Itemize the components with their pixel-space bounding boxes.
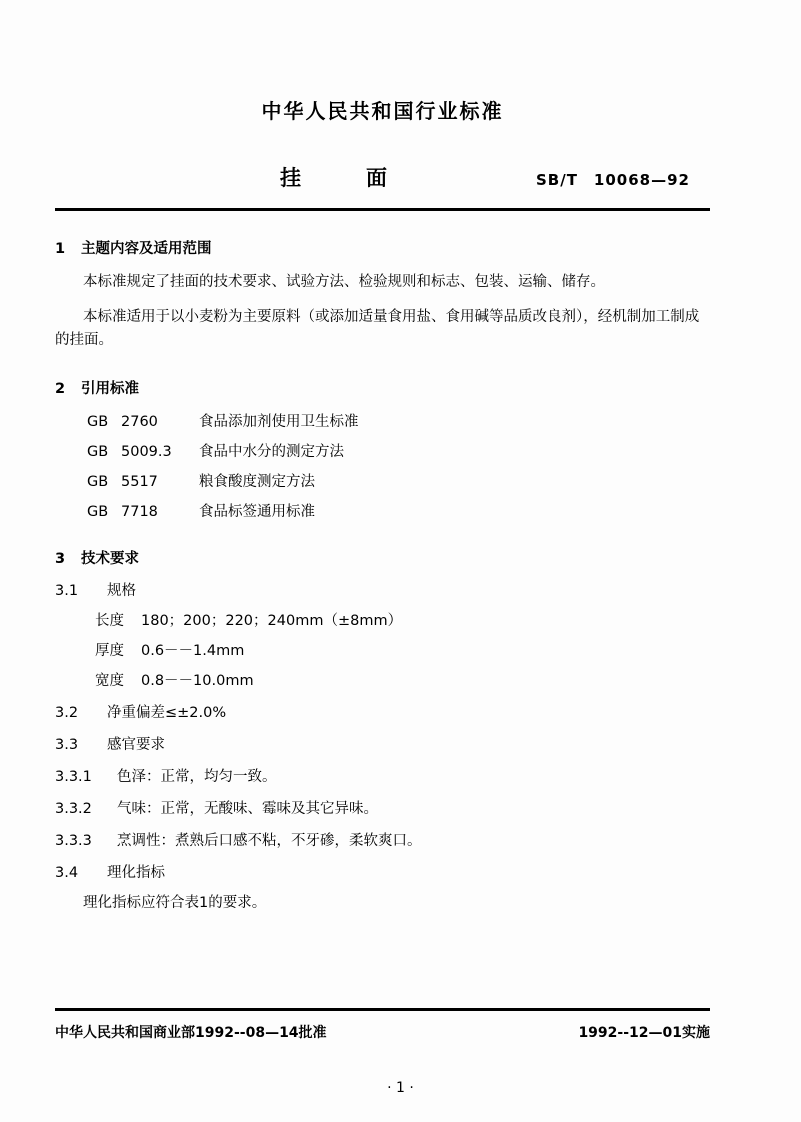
section-2-number: 2	[55, 381, 66, 398]
reference-title: 食品中水分的测定方法	[199, 444, 344, 461]
spec-thickness	[55, 639, 710, 660]
reference-prefix: GB	[87, 444, 109, 461]
clause-3-2-number: 3.2	[55, 705, 79, 722]
clause-3-2-label: 净重偏差≤±2.0%	[107, 705, 227, 722]
reference-prefix: GB	[87, 504, 109, 521]
clause-3-3-2-number: 3.3.2	[55, 801, 92, 818]
clause-3-3-1-label: 色泽：正常，均匀一致。	[117, 769, 277, 786]
spec-width-value: 0.8－－10.0mm	[141, 673, 254, 690]
spec-width	[55, 669, 710, 690]
list-item	[55, 500, 710, 521]
clause-3-1-number: 3.1	[55, 583, 79, 600]
clause-3-4-number: 3.4	[55, 865, 79, 882]
spec-length-label: 长度	[95, 613, 124, 630]
document-content	[55, 0, 710, 912]
spec-width-label: 宽度	[95, 673, 124, 690]
reference-prefix: GB	[87, 474, 109, 491]
reference-title: 粮食酸度测定方法	[199, 474, 315, 491]
clause-3-1	[55, 579, 710, 600]
footer-implementation-text: 1992--12—01实施	[578, 1025, 710, 1041]
clause-3-2	[55, 701, 710, 722]
clause-3-3-1	[55, 765, 710, 786]
section-heading-2	[55, 377, 710, 398]
clause-3-4-label: 理化指标	[107, 865, 165, 882]
header-divider	[55, 208, 710, 211]
document-header-title: 中华人民共和国行业标准	[261, 99, 504, 123]
clause-3-3-2-label: 气味：正常，无酸味、霉味及其它异味。	[117, 801, 378, 818]
footer	[55, 1022, 710, 1042]
clause-3-3-1-number: 3.3.1	[55, 769, 92, 786]
section-2-title: 引用标准	[81, 381, 139, 398]
section-1-paragraph-1: 本标准规定了挂面的技术要求、试验方法、检验规则和标志、包装、运输、储存。	[83, 274, 605, 290]
page-number: · 1 ·	[387, 1080, 414, 1096]
reference-number: 2760	[121, 414, 158, 431]
clause-3-3-3-label: 烹调性：煮熟后口感不粘，不牙碜，柔软爽口。	[117, 833, 422, 850]
list-item	[55, 470, 710, 491]
clause-3-4-text: 理化指标应符合表1的要求。	[83, 895, 267, 912]
section-3-number: 3	[55, 551, 66, 568]
standard-code: SB/T 10068—92	[535, 171, 690, 189]
clause-3-3	[55, 733, 710, 754]
spec-thickness-label: 厚度	[95, 643, 124, 660]
clause-3-3-label: 感官要求	[107, 737, 165, 754]
spec-length-value: 180；200；220；240mm（±8mm）	[141, 613, 403, 630]
reference-number: 5009.3	[121, 444, 172, 461]
standard-title-row	[55, 162, 710, 192]
clause-3-3-3	[55, 829, 710, 850]
list-item	[55, 440, 710, 461]
clause-3-3-number: 3.3	[55, 737, 79, 754]
standard-name: 挂 面	[280, 166, 409, 190]
clause-3-4	[55, 861, 710, 882]
clause-3-1-label: 规格	[107, 583, 136, 600]
footer-divider	[55, 1008, 710, 1011]
reference-title: 食品标签通用标准	[199, 504, 315, 521]
reference-number: 5517	[121, 474, 158, 491]
spec-thickness-value: 0.6－－1.4mm	[141, 643, 245, 660]
reference-number: 7718	[121, 504, 158, 521]
section-3-title: 技术要求	[81, 551, 139, 568]
reference-standards-list	[55, 410, 710, 521]
list-item	[55, 410, 710, 431]
reference-title: 食品添加剂使用卫生标准	[199, 414, 359, 431]
spec-length	[55, 609, 710, 630]
clause-3-3-3-number: 3.3.3	[55, 833, 92, 850]
section-heading-1	[55, 237, 710, 258]
footer-approval-text: 中华人民共和国商业部1992--08—14批准	[55, 1025, 327, 1041]
section-1-title: 主题内容及适用范围	[81, 241, 212, 257]
section-1-number: 1	[55, 241, 66, 257]
clause-3-3-2	[55, 797, 710, 818]
section-heading-3	[55, 547, 710, 568]
section-1-paragraph-2: 本标准适用于以小麦粉为主要原料（或添加适量食用盐、食用碱等品质改良剂），经机制加工制成的挂面。	[55, 309, 700, 348]
reference-prefix: GB	[87, 414, 109, 431]
